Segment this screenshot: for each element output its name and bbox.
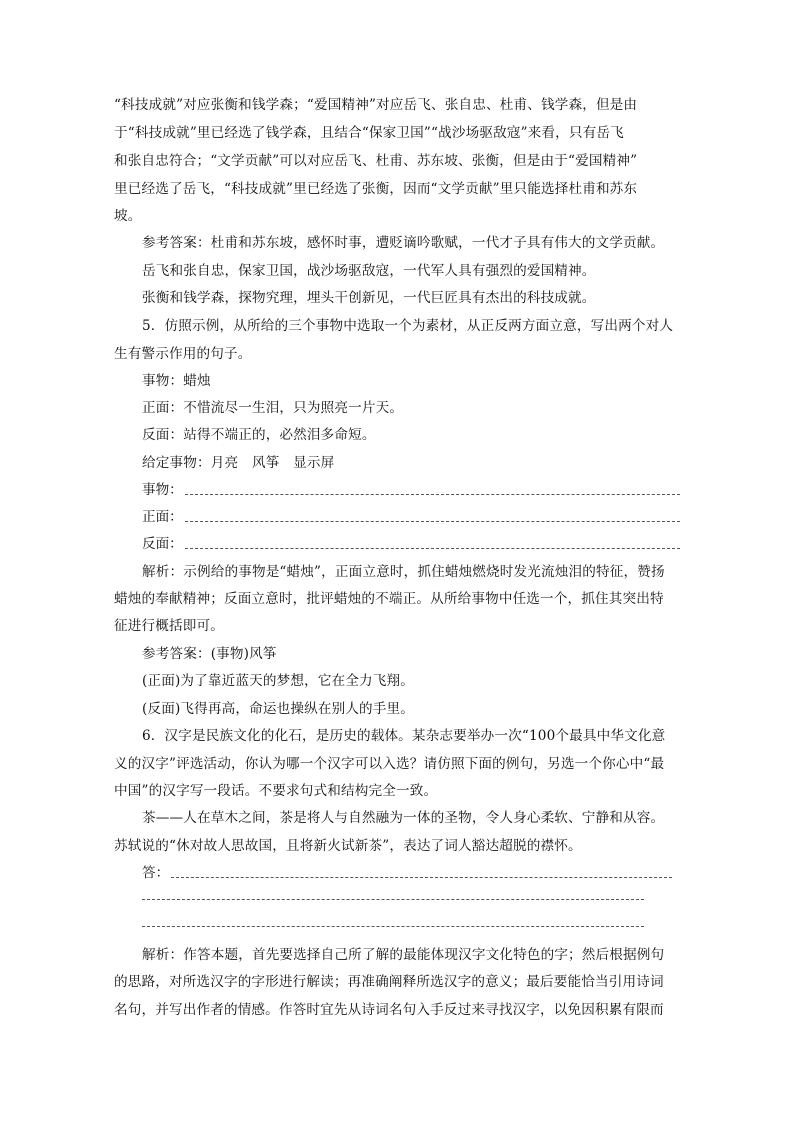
blank-line xyxy=(185,493,680,495)
blank-line xyxy=(185,547,680,549)
analysis: 解析：作答本题，首先要选择自己所了解的最能体现汉字文化特色的字；然后根据例句 xyxy=(142,947,665,963)
question-5-stem: 5．仿照示例，从所给的三个事物中选取一个为素材，从正反两方面立意，写出两个对人 xyxy=(142,318,674,334)
answer-blank-positive[interactable] xyxy=(142,508,680,526)
text-line: 蜡烛的奉献精神；反面立意时，批评蜡烛的不端正。从所给事物中任选一个，抓住其突出特 xyxy=(114,591,664,607)
text-line: (正面)为了靠近蓝天的梦想，它在全力飞翔。 xyxy=(142,673,415,689)
example-negative: 反面：站得不端正的，必然泪多命短。 xyxy=(142,427,376,443)
analysis: 解析：示例给的事物是“蜡烛”，正面立意时，抓住蜡烛燃烧时发光流烛泪的特征，赞扬 xyxy=(142,564,665,580)
text-line: 张衡和钱学森，探物究理，埋头干创新见，一代巨匠具有杰出的科技成就。 xyxy=(142,290,596,306)
text-line: 于“科技成就”里已经选了钱学森，且结合“保家卫国”“战沙场驱敌寇”来看，只有岳飞 xyxy=(114,125,624,141)
blank-label: 正面： xyxy=(142,509,183,525)
text-line: 和张自忠符合；“文学贡献”可以对应岳飞、杜甫、苏东坡、张衡，但是由于“爱国精神” xyxy=(114,153,638,169)
example-positive: 正面：不惜流尽一生泪，只为照亮一片天。 xyxy=(142,400,404,416)
answer-blank-2[interactable] xyxy=(142,899,644,900)
text-line: 坡。 xyxy=(114,208,142,224)
answer-blank-thing[interactable] xyxy=(142,481,680,499)
example-thing: 事物：蜡烛 xyxy=(142,373,211,389)
text-line: 岳飞和张自忠，保家卫国，战沙场驱敌寇，一代军人具有强烈的爱国精神。 xyxy=(142,263,596,279)
text-line: 征进行概括即可。 xyxy=(114,618,224,634)
blank-line xyxy=(185,520,680,522)
text-line: 名句，并写出作者的情感。作答时宜先从诗词名句入手反过来寻找汉字，以免因积累有限而 xyxy=(114,1002,664,1018)
text-line: 苏轼说的“休对故人思故国，且将新火试新茶”，表达了词人豁达超脱的襟怀。 xyxy=(114,838,582,854)
question-5-stem: 生有警示作用的句子。 xyxy=(114,346,252,362)
blank-label: 事物： xyxy=(142,482,183,498)
text-line: 里已经选了岳飞，“科技成就”里已经选了张衡，因而“文学贡献”里只能选择杜甫和苏东 xyxy=(114,181,638,197)
text-line: 中国”的汉字写一段话。不要求句式和结构完全一致。 xyxy=(114,783,438,799)
question-6-stem: 6．汉字是民族文化的化石，是历史的载体。某杂志要举办一次“100个最具中华文化意 xyxy=(142,728,666,744)
reference-answer: 参考答案：(事物)风筝 xyxy=(142,646,277,662)
answer-blank-1[interactable] xyxy=(142,864,672,882)
text-line: 义的汉字”评选活动，你认为哪一个汉字可以入选？请仿照下面的例句，另选一个你心中“最 xyxy=(114,756,665,772)
text-line: 的思路，对所选汉字的字形进行解读；再准确阐释所选汉字的意义；最后要能恰当引用诗词 xyxy=(114,974,664,990)
blank-label: 反面： xyxy=(142,536,183,552)
text-line: “科技成就”对应张衡和钱学森；“爱国精神”对应岳飞、张自忠、杜甫、钱学森，但是由 xyxy=(114,97,638,113)
blank-line xyxy=(171,876,672,878)
example-sentence: 茶——人在草木之间，茶是将人与自然融为一体的圣物，令人身心柔软、宁静和从容。 xyxy=(142,810,665,826)
blank-label: 答： xyxy=(142,865,170,881)
reference-answer: 参考答案：杜甫和苏东坡，感怀时事，遭贬谪吟歌赋，一代才子具有伟大的文学贡献。 xyxy=(142,235,665,251)
text-line: (反面)飞得再高，命运也操纵在别人的手里。 xyxy=(142,701,415,717)
answer-blank-negative[interactable] xyxy=(142,535,680,553)
given-things: 给定事物：月亮 风筝 显示屏 xyxy=(142,455,335,471)
answer-blank-3[interactable] xyxy=(142,926,644,927)
